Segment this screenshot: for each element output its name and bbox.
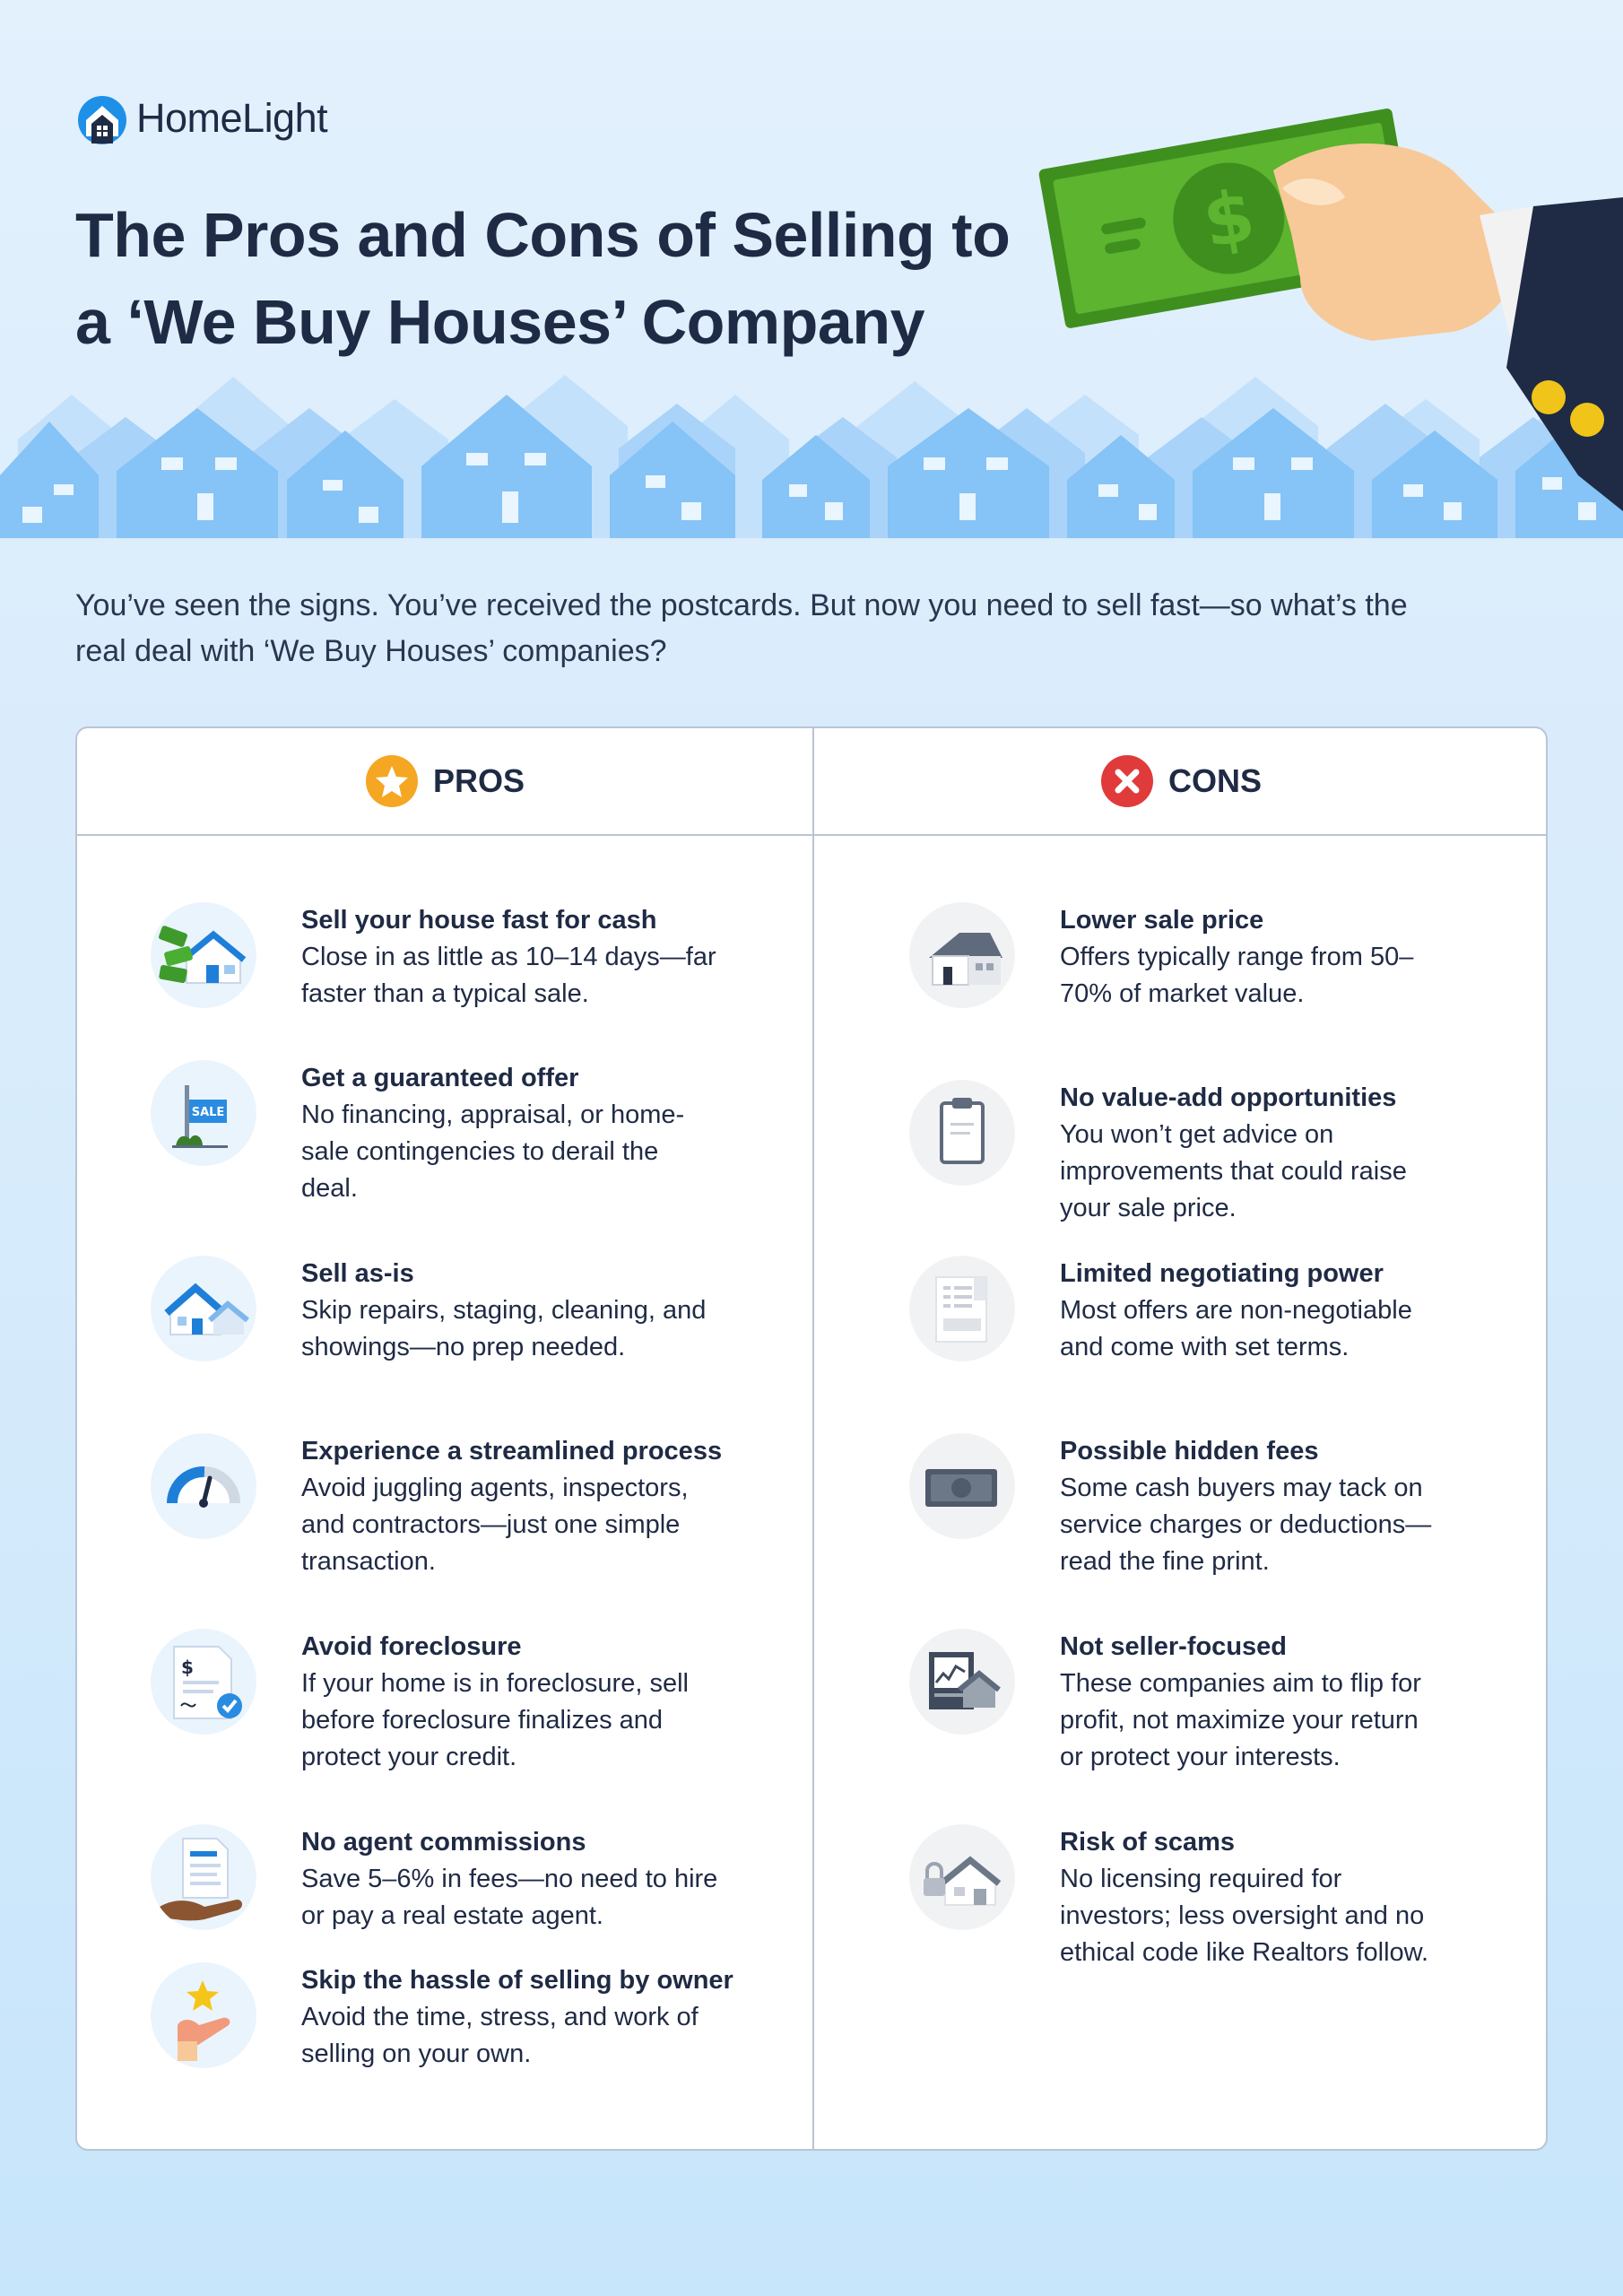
item-title: No agent commissions bbox=[301, 1828, 586, 1857]
item-text-line: Avoid the time, stress, and work of bbox=[301, 2003, 699, 2031]
item-text-line: selling on your own. bbox=[301, 2039, 532, 2068]
item-text-line: and come with set terms. bbox=[1060, 1333, 1350, 1361]
cons-header-label: CONS bbox=[1167, 762, 1262, 799]
item-title: Limited negotiating power bbox=[1060, 1259, 1384, 1288]
pros-cons-table bbox=[75, 726, 1548, 2151]
item-text-line: profit, not maximize your return bbox=[1060, 1706, 1419, 1735]
item-text-line: your sale price. bbox=[1060, 1194, 1237, 1222]
homelight-logo-icon bbox=[75, 91, 129, 145]
table-header bbox=[77, 728, 1546, 836]
homelight-logo[interactable] bbox=[75, 91, 327, 145]
chart-house-icon bbox=[909, 1629, 1015, 1735]
house-icon bbox=[151, 1256, 256, 1361]
item-title: Experience a streamlined process bbox=[301, 1437, 723, 1465]
house-gray-icon bbox=[909, 902, 1015, 1008]
cons-column-header bbox=[814, 728, 1548, 834]
cash-bill-icon bbox=[909, 1433, 1015, 1539]
item-title: Get a guaranteed offer bbox=[301, 1064, 579, 1092]
item-text-line: improvements that could raise bbox=[1060, 1157, 1407, 1186]
pros-column-header bbox=[77, 728, 812, 834]
item-text-line: Skip repairs, staging, cleaning, and bbox=[301, 1296, 707, 1325]
item-title: Sell as-is bbox=[301, 1259, 414, 1288]
item-text-line: Avoid juggling agents, inspectors, bbox=[301, 1474, 689, 1502]
pros-header-label: PROS bbox=[432, 762, 525, 799]
column-divider bbox=[812, 728, 814, 2149]
item-text-line: protect your credit. bbox=[301, 1743, 517, 1771]
approved-document-icon bbox=[151, 1629, 256, 1735]
sale-sign-icon bbox=[151, 1060, 256, 1166]
document-hand-icon bbox=[151, 1824, 256, 1930]
title-line-1: The Pros and Cons of Selling to bbox=[75, 200, 1011, 270]
cash-house-icon bbox=[151, 902, 256, 1008]
item-text-line: or pay a real estate agent. bbox=[301, 1901, 603, 1930]
svg-text:$: $ bbox=[1196, 173, 1261, 265]
item-text-line: ethical code like Realtors follow. bbox=[1060, 1938, 1429, 1967]
item-title: Not seller-focused bbox=[1060, 1632, 1287, 1661]
item-text-line: Save 5–6% in fees—no need to hire bbox=[301, 1865, 718, 1893]
item-text-line: Close in as little as 10–14 days—far bbox=[301, 943, 716, 971]
item-text-line: read the fine print. bbox=[1060, 1547, 1270, 1576]
item-text-line: faster than a typical sale. bbox=[301, 979, 589, 1008]
item-text-line: and contractors—just one simple bbox=[301, 1510, 681, 1539]
svg-text:$: $ bbox=[181, 1657, 194, 1678]
x-circle-icon bbox=[1100, 754, 1154, 808]
item-text-line: investors; less oversight and no bbox=[1060, 1901, 1425, 1930]
item-title: No value-add opportunities bbox=[1060, 1083, 1397, 1112]
item-text-line: 70% of market value. bbox=[1060, 979, 1305, 1008]
item-text-line: These companies aim to flip for bbox=[1060, 1669, 1421, 1698]
item-text-line: transaction. bbox=[301, 1547, 436, 1576]
item-text-line: Most offers are non-negotiable bbox=[1060, 1296, 1412, 1325]
item-text-line: You won’t get advice on bbox=[1060, 1120, 1334, 1149]
page-title bbox=[75, 192, 1044, 366]
item-title: Risk of scams bbox=[1060, 1828, 1236, 1857]
star-icon bbox=[365, 754, 419, 808]
item-title: Avoid foreclosure bbox=[301, 1632, 522, 1661]
item-text-line: showings—no prep needed. bbox=[301, 1333, 626, 1361]
item-text-line: Offers typically range from 50– bbox=[1060, 943, 1414, 971]
item-text-line: Some cash buyers may tack on bbox=[1060, 1474, 1423, 1502]
item-text-line: No financing, appraisal, or home- bbox=[301, 1100, 685, 1129]
svg-text:SALE: SALE bbox=[191, 1106, 225, 1119]
item-title: Possible hidden fees bbox=[1060, 1437, 1319, 1465]
item-text-line: deal. bbox=[301, 1174, 358, 1203]
item-title: Lower sale price bbox=[1060, 906, 1264, 935]
intro-line-1: You’ve seen the signs. You’ve received the postcards. But now you need to sell fast—so what’s the bbox=[75, 588, 1408, 622]
lock-house-icon bbox=[909, 1824, 1015, 1930]
item-text-line: or protect your interests. bbox=[1060, 1743, 1341, 1771]
brand-name: HomeLight bbox=[136, 95, 328, 141]
item-title: Skip the hassle of selling by owner bbox=[301, 1966, 733, 1995]
intro-paragraph bbox=[75, 583, 1564, 674]
item-title: Sell your house fast for cash bbox=[301, 906, 657, 935]
speedometer-icon bbox=[151, 1433, 256, 1539]
star-hand-icon bbox=[151, 1962, 256, 2068]
item-text-line: No licensing required for bbox=[1060, 1865, 1342, 1893]
item-text-line: If your home is in foreclosure, sell bbox=[301, 1669, 689, 1698]
contract-icon bbox=[909, 1256, 1015, 1361]
item-text-line: before foreclosure finalizes and bbox=[301, 1706, 664, 1735]
item-text-line: service charges or deductions— bbox=[1060, 1510, 1432, 1539]
intro-line-2: real deal with ‘We Buy Houses’ companies? bbox=[75, 634, 667, 668]
item-text-line: sale contingencies to derail the bbox=[301, 1137, 659, 1166]
title-line-2: a ‘We Buy Houses’ Company bbox=[75, 287, 925, 357]
hand-holding-cash-illustration bbox=[1031, 99, 1623, 511]
clipboard-icon bbox=[909, 1080, 1015, 1186]
